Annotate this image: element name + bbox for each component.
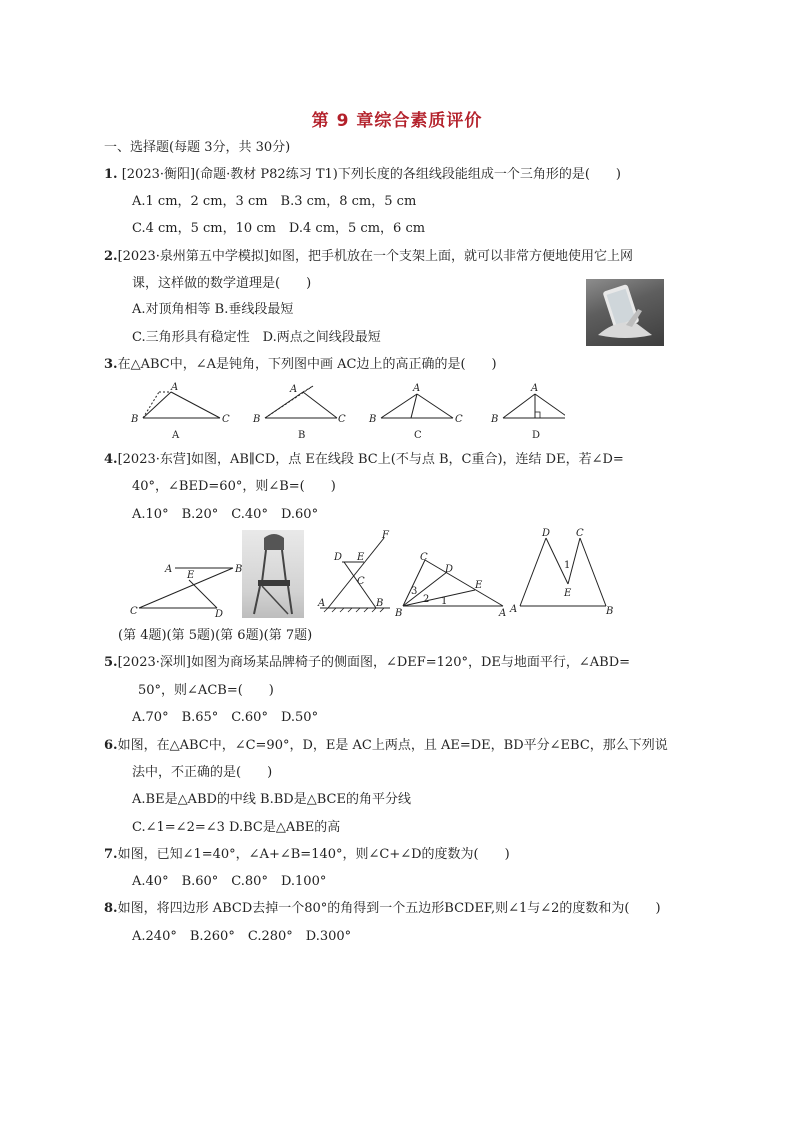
label-C: C xyxy=(420,552,428,563)
question-number: 2. xyxy=(104,249,118,264)
label-D: D xyxy=(215,609,224,618)
label-B: B xyxy=(253,414,261,425)
question-number: 3. xyxy=(104,357,118,372)
q6-options-cd: C.∠1=∠2=∠3 D.BC是△ABE的高 xyxy=(132,820,341,835)
label-C: C xyxy=(222,414,230,425)
label-B: B xyxy=(491,414,499,425)
angle-3-label: 3 xyxy=(411,586,418,597)
chair-photo xyxy=(242,530,304,618)
question-text: 如图，已知∠1=40°，∠A+∠B=140°，则∠C+∠D的度数为( ) xyxy=(117,847,510,862)
q6-figure xyxy=(395,526,518,618)
q3-figure-d xyxy=(490,383,565,441)
q3-figures xyxy=(125,380,565,442)
question-number: 6. xyxy=(104,738,118,753)
label-A: A xyxy=(165,564,173,575)
question-number: 7. xyxy=(104,847,118,862)
q4-figure xyxy=(125,526,245,618)
label-D: D xyxy=(334,552,343,563)
label-D: D xyxy=(445,564,454,575)
q8-options: A.240° B.260° C.280° D.300° xyxy=(132,929,352,944)
label-F: F xyxy=(382,530,389,541)
label-B: B xyxy=(395,608,403,618)
angle-2-label: 2 xyxy=(423,594,430,605)
label-A: A xyxy=(290,384,298,395)
label-A: A xyxy=(510,604,518,615)
label-B: B xyxy=(606,606,614,617)
question-8 xyxy=(104,900,661,918)
label-E: E xyxy=(475,580,483,591)
label-B: B xyxy=(235,564,243,575)
label-C: C xyxy=(576,528,584,539)
question-text: [2023·深圳]如图为商场某品牌椅子的侧面图，∠DEF=120°，DE与地面平行，∠ABD= xyxy=(117,655,631,670)
label-C: C xyxy=(338,414,346,425)
question-1 xyxy=(104,166,621,184)
label-E: E xyxy=(357,552,365,563)
question-7 xyxy=(104,846,510,864)
question-6-cont: 法中，不正确的是( ) xyxy=(132,765,273,780)
question-text: [2023·衡阳](命题·教材 P82练习 T1)下列长度的各组线段能组成一个三角形的是( ) xyxy=(121,167,621,182)
label-E: E xyxy=(564,588,572,599)
q5-figure xyxy=(312,526,402,618)
q4-options: A.10° B.20° C.40° D.60° xyxy=(132,507,319,522)
question-6 xyxy=(104,737,668,755)
figure-caption: (第 4题)(第 5题)(第 6题)(第 7题) xyxy=(118,628,313,643)
label-C: C xyxy=(130,606,138,617)
question-text: 在△ABC中，∠A是钝角，下列图中画 AC边上的高正确的是( ) xyxy=(117,357,497,372)
label-B: B xyxy=(131,414,139,425)
q3-figure-a xyxy=(130,382,230,441)
question-2 xyxy=(104,248,633,266)
label-A: A xyxy=(499,608,507,618)
option-label: C xyxy=(414,430,422,441)
label-C: C xyxy=(455,414,463,425)
question-text: 如图，将四边形 ABCD去掉一个80°的角得到一个五边形BCDEF,则∠1与∠2的度数和为( ) xyxy=(117,901,661,916)
angle-1-label: 1 xyxy=(564,560,571,571)
label-D: D xyxy=(542,528,551,539)
page-title: 第 9 章综合素质评价 xyxy=(311,111,483,131)
phone-stand-photo xyxy=(586,279,664,346)
label-E: E xyxy=(187,570,195,581)
q6-options-ab: A.BE是△ABD的中线 B.BD是△BCE的角平分线 xyxy=(132,792,411,807)
q7-figure xyxy=(506,526,626,618)
option-label: D xyxy=(532,430,541,441)
label-B: B xyxy=(369,414,377,425)
q2-options-cd: C.三角形具有稳定性 D.两点之间线段最短 xyxy=(132,330,381,345)
q3-figure-b xyxy=(252,384,346,441)
label-A: A xyxy=(171,382,179,393)
question-4-cont: 40°，∠BED=60°，则∠B=( ) xyxy=(132,479,336,494)
q1-options-ab: A.1 cm，2 cm，3 cm B.3 cm，8 cm，5 cm xyxy=(132,194,417,209)
label-C: C xyxy=(357,576,365,587)
section-heading: 一、选择题(每题 3分，共 30分) xyxy=(104,140,291,155)
question-number: 8. xyxy=(104,901,118,916)
label-A: A xyxy=(413,383,421,394)
q1-options-cd: C.4 cm，5 cm，10 cm D.4 cm，5 cm，6 cm xyxy=(132,221,426,236)
label-A: A xyxy=(531,383,539,394)
angle-1-label: 1 xyxy=(441,596,448,607)
question-4 xyxy=(104,451,624,469)
question-2-cont: 课，这样做的数学道理是( ) xyxy=(132,276,312,291)
question-5 xyxy=(104,654,630,672)
q2-options-ab: A.对顶角相等 B.垂线段最短 xyxy=(132,302,294,317)
question-number: 4. xyxy=(104,452,118,467)
question-number: 5. xyxy=(104,655,118,670)
q5-options: A.70° B.65° C.60° D.50° xyxy=(132,710,319,725)
q3-figure-c xyxy=(368,383,463,441)
question-text: 如图，在△ABC中，∠C=90°，D，E是 AC上两点，且 AE=DE，BD平分∠EBC，那么下列说 xyxy=(117,738,668,753)
label-B: B xyxy=(376,598,384,609)
question-text: [2023·泉州第五中学模拟]如图，把手机放在一个支架上面，就可以非常方便地使用它上网 xyxy=(117,249,633,264)
q7-options: A.40° B.60° C.80° D.100° xyxy=(132,874,327,889)
question-3 xyxy=(104,356,497,374)
question-text: [2023·东营]如图，AB∥CD，点 E在线段 BC上(不与点 B，C重合)，连结 DE，若∠D= xyxy=(117,452,624,467)
label-A: A xyxy=(318,598,326,609)
option-label: B xyxy=(298,430,306,441)
question-5-cont: 50°，则∠ACB=( ) xyxy=(138,683,274,698)
question-number: 1. xyxy=(104,167,118,182)
option-label: A xyxy=(172,430,180,441)
